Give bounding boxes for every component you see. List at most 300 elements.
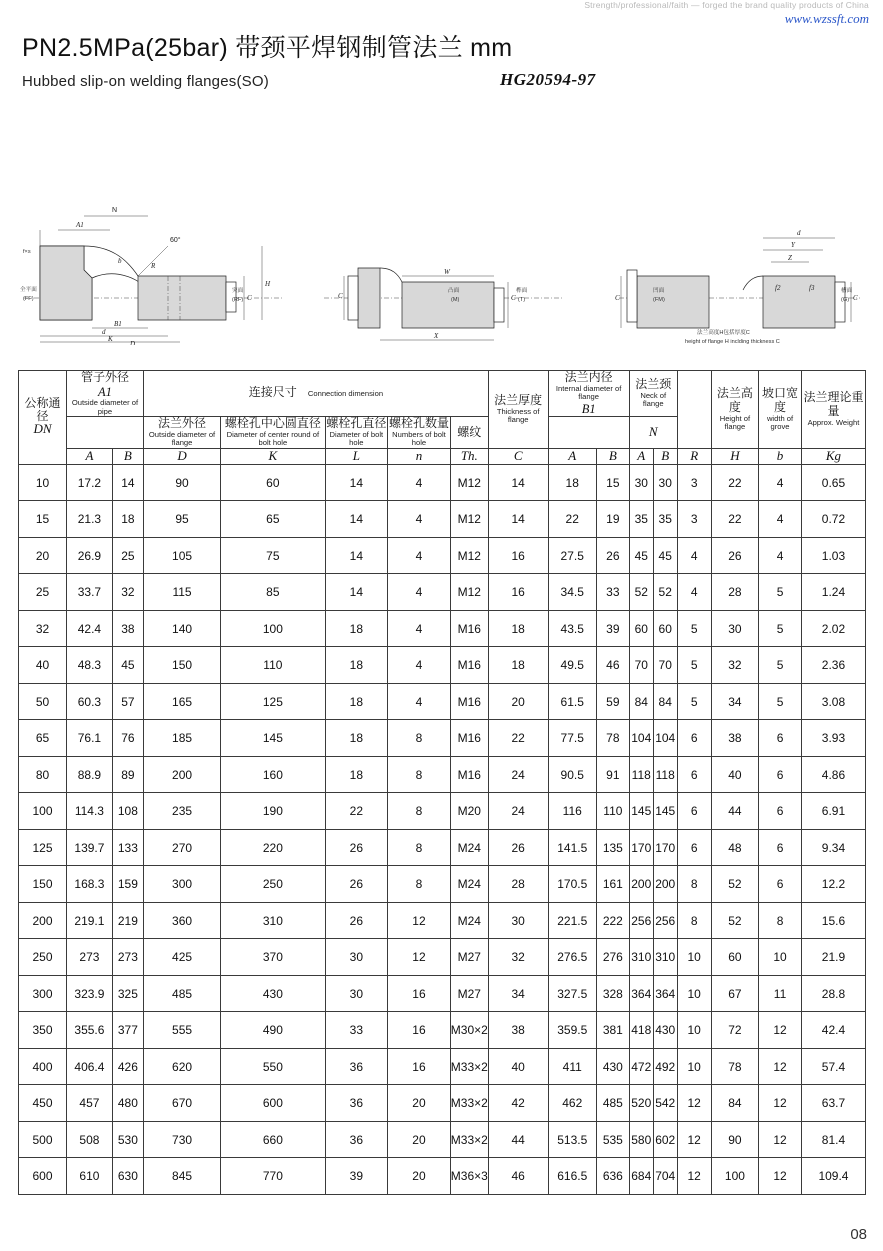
table-cell: 6: [677, 756, 711, 793]
table-cell: 57.4: [801, 1048, 865, 1085]
table-cell: 104: [653, 720, 677, 757]
table-cell: 35: [653, 501, 677, 538]
th-thread-cn: 螺纹: [457, 424, 482, 439]
table-cell: 18: [325, 610, 388, 647]
th-sym-int-b: B: [596, 448, 629, 464]
table-cell: 42.4: [801, 1012, 865, 1049]
table-cell: 4: [759, 464, 802, 501]
table-row: [19, 902, 866, 939]
table-cell: 219: [112, 902, 143, 939]
figure-male-tongue-face: [318, 150, 568, 345]
standard-code: HG20594-97: [500, 70, 596, 89]
th-dn: [19, 371, 67, 465]
table-cell: 76.1: [67, 720, 113, 757]
table-cell: 63.7: [801, 1085, 865, 1122]
table-cell: 12: [677, 1158, 711, 1195]
table-cell: 411: [548, 1048, 596, 1085]
th-sym-b: b: [759, 448, 802, 464]
table-cell: 57: [112, 683, 143, 720]
table-cell: 845: [143, 1158, 220, 1195]
table-cell: M33×2: [450, 1085, 488, 1122]
table-cell: 185: [143, 720, 220, 757]
table-cell: 22: [548, 501, 596, 538]
table-row: [19, 720, 866, 757]
table-cell: 3.93: [801, 720, 865, 757]
table-cell: 59: [596, 683, 629, 720]
technical-drawings: [18, 150, 866, 345]
table-cell: M33×2: [450, 1121, 488, 1158]
table-cell: 133: [112, 829, 143, 866]
table-cell: 355.6: [67, 1012, 113, 1049]
th-neck: [629, 371, 677, 417]
table-cell: 12: [388, 902, 451, 939]
table-cell: 15.6: [801, 902, 865, 939]
table-cell: 90.5: [548, 756, 596, 793]
table-cell: 430: [221, 975, 325, 1012]
table-cell: 4: [677, 574, 711, 611]
table-cell: 14: [325, 464, 388, 501]
page-title-block: [22, 28, 512, 90]
th-sym-pipe-b: B: [112, 448, 143, 464]
table-cell: 670: [143, 1085, 220, 1122]
table-cell: 90: [711, 1121, 758, 1158]
th-flange-od-cn: 法兰外径: [158, 416, 207, 431]
table-cell: 16: [488, 574, 548, 611]
table-cell: 116: [548, 793, 596, 830]
table-cell: 6.91: [801, 793, 865, 830]
table-cell: 513.5: [548, 1121, 596, 1158]
th-sym-k: K: [221, 448, 325, 464]
table-cell: 125: [221, 683, 325, 720]
table-cell: 67: [711, 975, 758, 1012]
table-cell: 4.86: [801, 756, 865, 793]
table-cell: 38: [112, 610, 143, 647]
table-cell: 38: [711, 720, 758, 757]
table-body: [19, 464, 866, 1194]
svg-text:f×s: f×s: [23, 249, 31, 255]
table-cell: 85: [221, 574, 325, 611]
table-cell: 14: [325, 574, 388, 611]
table-cell: 406.4: [67, 1048, 113, 1085]
th-connection-en: Connection dimension: [307, 389, 384, 399]
table-cell: 118: [629, 756, 653, 793]
th-neck-sym: N: [648, 423, 658, 439]
svg-text:C: C: [511, 294, 516, 302]
table-row: [19, 464, 866, 501]
table-cell: 6: [759, 866, 802, 903]
th-bolt-hole-dia-en: Diameter of bolt hole: [329, 429, 384, 448]
table-cell: 60.3: [67, 683, 113, 720]
table-cell: 30: [325, 975, 388, 1012]
th-connection: [143, 371, 488, 417]
table-cell: 10: [759, 939, 802, 976]
th-dn-cn: 公称通径: [24, 396, 61, 423]
table-cell: 5: [677, 610, 711, 647]
table-cell: 52: [711, 866, 758, 903]
table-cell: 220: [221, 829, 325, 866]
table-cell: 15: [596, 464, 629, 501]
table-cell: 359.5: [548, 1012, 596, 1049]
table-cell: 24: [488, 756, 548, 793]
table-cell: 77.5: [548, 720, 596, 757]
table-cell: 16: [388, 975, 451, 1012]
table-cell: 18: [548, 464, 596, 501]
table-cell: 150: [143, 647, 220, 684]
table-cell: 426: [112, 1048, 143, 1085]
svg-text:60°: 60°: [170, 237, 181, 244]
svg-text:(G): (G): [841, 297, 850, 303]
th-sym-neck-b: B: [653, 448, 677, 464]
table-row: [19, 537, 866, 574]
th-height: [711, 371, 758, 449]
table-row: [19, 793, 866, 830]
page-title: PN2.5MPa(25bar) 带颈平焊钢制管法兰 mm: [22, 34, 513, 62]
cell-dn: 20: [19, 537, 67, 574]
cell-dn: 350: [19, 1012, 67, 1049]
table-cell: 5: [677, 647, 711, 684]
th-neck-en: Neck of flange: [640, 390, 667, 409]
cell-dn: 40: [19, 647, 67, 684]
table-cell: 60: [711, 939, 758, 976]
th-flange-od: [143, 417, 220, 449]
table-cell: 78: [711, 1048, 758, 1085]
table-cell: 46: [596, 647, 629, 684]
table-cell: 5: [677, 683, 711, 720]
table-cell: 45: [653, 537, 677, 574]
table-cell: 18: [325, 683, 388, 720]
table-cell: 90: [143, 464, 220, 501]
svg-text:d: d: [797, 229, 801, 237]
table-cell: 4: [759, 537, 802, 574]
table-cell: 18: [488, 610, 548, 647]
table-cell: 22: [711, 464, 758, 501]
table-row: [19, 683, 866, 720]
table-cell: 325: [112, 975, 143, 1012]
svg-text:A1: A1: [76, 221, 84, 229]
th-pipe-od-cn: 管子外径: [80, 370, 129, 384]
svg-text:C: C: [338, 292, 343, 300]
th-bolt-hole-num-cn: 螺栓孔数量: [388, 416, 449, 431]
table-cell: 40: [488, 1048, 548, 1085]
svg-text:(M): (M): [451, 297, 460, 303]
th-groove-width-en: width of grove: [766, 413, 794, 432]
table-cell: 26: [488, 829, 548, 866]
table-cell: 36: [325, 1121, 388, 1158]
table-cell: 610: [67, 1158, 113, 1195]
table-cell: 75: [221, 537, 325, 574]
table-cell: 222: [596, 902, 629, 939]
svg-text:f3: f3: [809, 284, 815, 292]
table-cell: 4: [388, 647, 451, 684]
table-cell: 770: [221, 1158, 325, 1195]
th-thickness: [488, 371, 548, 449]
table-cell: 30: [629, 464, 653, 501]
table-cell: 26: [325, 829, 388, 866]
table-cell: 46: [488, 1158, 548, 1195]
table-cell: 310: [653, 939, 677, 976]
table-row: [19, 829, 866, 866]
table-cell: 418: [629, 1012, 653, 1049]
th-thickness-en: Thickness of flange: [496, 406, 540, 425]
svg-text:(FM): (FM): [653, 297, 665, 303]
svg-text:R: R: [151, 262, 156, 270]
table-cell: 381: [596, 1012, 629, 1049]
table-cell: 630: [112, 1158, 143, 1195]
cell-dn: 25: [19, 574, 67, 611]
table-row: [19, 647, 866, 684]
th-sym-d: D: [143, 448, 220, 464]
th-neck-n: [629, 417, 677, 449]
table-cell: 33.7: [67, 574, 113, 611]
table-cell: 12.2: [801, 866, 865, 903]
table-cell: 370: [221, 939, 325, 976]
table-cell: 28: [711, 574, 758, 611]
table-cell: 12: [759, 1048, 802, 1085]
table-cell: 22: [325, 793, 388, 830]
table-cell: 39: [325, 1158, 388, 1195]
table-cell: 24: [488, 793, 548, 830]
table-cell: 270: [143, 829, 220, 866]
th-bolt-hole-num: [388, 417, 451, 449]
table-cell: 485: [143, 975, 220, 1012]
table-cell: M30×2: [450, 1012, 488, 1049]
table-cell: 425: [143, 939, 220, 976]
table-cell: 200: [629, 866, 653, 903]
table-cell: 472: [629, 1048, 653, 1085]
svg-text:H: H: [265, 280, 271, 288]
table-cell: 550: [221, 1048, 325, 1085]
table-cell: 26: [711, 537, 758, 574]
th-pipe-od-en: Outside diameter of pipe: [71, 398, 139, 416]
table-cell: 555: [143, 1012, 220, 1049]
cell-dn: 600: [19, 1158, 67, 1195]
table-cell: 115: [143, 574, 220, 611]
table-cell: 276.5: [548, 939, 596, 976]
table-row: [19, 756, 866, 793]
table-row: [19, 1121, 866, 1158]
table-cell: 30: [711, 610, 758, 647]
table-cell: 22: [488, 720, 548, 757]
table-cell: 30: [488, 902, 548, 939]
table-cell: 145: [653, 793, 677, 830]
table-cell: 16: [388, 1012, 451, 1049]
table-cell: M16: [450, 683, 488, 720]
figure-groove-recess-face: [613, 150, 866, 345]
th-weight: [801, 371, 865, 449]
table-cell: 159: [112, 866, 143, 903]
table-cell: 32: [488, 939, 548, 976]
table-header-row-1: [19, 371, 866, 417]
table-header-row-3: [19, 448, 866, 464]
table-cell: 18: [488, 647, 548, 684]
cell-dn: 400: [19, 1048, 67, 1085]
svg-text:b: b: [118, 257, 122, 265]
svg-text:d: d: [102, 328, 106, 336]
table-cell: 0.65: [801, 464, 865, 501]
table-cell: 457: [67, 1085, 113, 1122]
cell-dn: 300: [19, 975, 67, 1012]
th-dn-sym: DN: [33, 421, 52, 437]
table-cell: 6: [677, 829, 711, 866]
table-cell: 492: [653, 1048, 677, 1085]
table-cell: 273: [112, 939, 143, 976]
table-cell: 43.5: [548, 610, 596, 647]
table-cell: M16: [450, 647, 488, 684]
table-cell: 327.5: [548, 975, 596, 1012]
table-cell: 323.9: [67, 975, 113, 1012]
table-row: [19, 501, 866, 538]
table-cell: 38: [488, 1012, 548, 1049]
table-cell: M12: [450, 464, 488, 501]
table-cell: 30: [325, 939, 388, 976]
table-cell: 140: [143, 610, 220, 647]
table-cell: 8: [388, 866, 451, 903]
table-cell: 72: [711, 1012, 758, 1049]
table-cell: 88.9: [67, 756, 113, 793]
th-weight-en: Approx. Weight: [807, 418, 860, 428]
svg-text:凸面: 凸面: [448, 288, 460, 294]
table-cell: 300: [143, 866, 220, 903]
figure-flange-section: [18, 150, 288, 345]
table-cell: 636: [596, 1158, 629, 1195]
page-subtitle: Hubbed slip-on welding flanges(SO): [22, 73, 269, 90]
table-cell: 170: [653, 829, 677, 866]
th-sym-pipe-a: A: [67, 448, 113, 464]
cell-dn: 200: [19, 902, 67, 939]
table-cell: 221.5: [548, 902, 596, 939]
svg-text:height of flange H inclding th: height of flange H inclding thickness C: [685, 339, 780, 345]
table-cell: 91: [596, 756, 629, 793]
table-cell: 4: [759, 501, 802, 538]
table-cell: 14: [112, 464, 143, 501]
table-cell: 256: [653, 902, 677, 939]
th-bolt-circle-cn: 螺栓孔中心圆直径: [224, 416, 321, 431]
table-cell: 18: [112, 501, 143, 538]
table-cell: 200: [653, 866, 677, 903]
banner-slogan: Strength/professional/faith — forged the brand quality products of China: [584, 0, 869, 10]
table-cell: 6: [677, 720, 711, 757]
table-cell: M33×2: [450, 1048, 488, 1085]
th-sym-r: R: [677, 448, 711, 464]
th-neck-cn: 法兰颈: [635, 377, 672, 392]
table-cell: 168.3: [67, 866, 113, 903]
th-internal-dia-sym: B1: [581, 401, 596, 416]
table-cell: 26.9: [67, 537, 113, 574]
flange-spec-table: [18, 370, 866, 1195]
table-cell: 273: [67, 939, 113, 976]
table-cell: 684: [629, 1158, 653, 1195]
svg-text:全平面: 全平面: [20, 287, 37, 293]
th-pipe-od-sym: A1: [98, 384, 112, 399]
table-cell: 4: [388, 683, 451, 720]
cell-dn: 100: [19, 793, 67, 830]
table-cell: 377: [112, 1012, 143, 1049]
table-cell: 42: [488, 1085, 548, 1122]
table-cell: 12: [677, 1121, 711, 1158]
svg-text:凹面: 凹面: [653, 288, 665, 294]
table-cell: 36: [325, 1048, 388, 1085]
table-cell: 14: [325, 501, 388, 538]
table-cell: 170.5: [548, 866, 596, 903]
table-row: [19, 1048, 866, 1085]
table-cell: 430: [596, 1048, 629, 1085]
table-cell: 78: [596, 720, 629, 757]
table-cell: 100: [711, 1158, 758, 1195]
table-cell: 1.03: [801, 537, 865, 574]
table-cell: 730: [143, 1121, 220, 1158]
th-radius: [677, 371, 711, 449]
table-cell: 10: [677, 975, 711, 1012]
table-cell: 70: [653, 647, 677, 684]
table-cell: 20: [388, 1158, 451, 1195]
table-cell: 48.3: [67, 647, 113, 684]
cell-dn: 450: [19, 1085, 67, 1122]
table-cell: 310: [221, 902, 325, 939]
table-cell: M12: [450, 501, 488, 538]
cell-dn: 150: [19, 866, 67, 903]
table-row: [19, 866, 866, 903]
table-cell: 8: [677, 902, 711, 939]
th-bolt-circle: [221, 417, 325, 449]
table-cell: M27: [450, 939, 488, 976]
th-bolt-hole-num-en: Numbers of bolt hole: [392, 429, 446, 448]
svg-text:D: D: [130, 340, 136, 345]
table-cell: 27.5: [548, 537, 596, 574]
table-cell: 520: [629, 1085, 653, 1122]
table-cell: 580: [629, 1121, 653, 1158]
table-cell: 4: [388, 574, 451, 611]
table-cell: 3.08: [801, 683, 865, 720]
table-cell: 118: [653, 756, 677, 793]
table-cell: 34: [711, 683, 758, 720]
table-cell: 8: [388, 756, 451, 793]
table-cell: 9.34: [801, 829, 865, 866]
table-cell: 40: [711, 756, 758, 793]
table-cell: 165: [143, 683, 220, 720]
table-cell: 109.4: [801, 1158, 865, 1195]
table-cell: 12: [677, 1085, 711, 1122]
table-cell: 10: [677, 1048, 711, 1085]
th-bolt-circle-en: Diameter of center round of bolt hole: [226, 429, 320, 448]
th-sym-h: H: [711, 448, 758, 464]
table-cell: 485: [596, 1085, 629, 1122]
table-cell: 26: [325, 866, 388, 903]
table-cell: 8: [388, 829, 451, 866]
svg-text:X: X: [434, 332, 439, 340]
table-cell: 620: [143, 1048, 220, 1085]
cell-dn: 65: [19, 720, 67, 757]
table-cell: 364: [653, 975, 677, 1012]
table-cell: 52: [629, 574, 653, 611]
table-cell: 30: [653, 464, 677, 501]
table-cell: 108: [112, 793, 143, 830]
th-internal-dia: [548, 371, 629, 417]
table-row: [19, 1085, 866, 1122]
table-cell: 310: [629, 939, 653, 976]
table-cell: 14: [488, 501, 548, 538]
table-cell: 508: [67, 1121, 113, 1158]
table-cell: 84: [629, 683, 653, 720]
svg-text:突面: 突面: [232, 288, 244, 294]
table-cell: 32: [711, 647, 758, 684]
table-cell: 28: [488, 866, 548, 903]
table-cell: 89: [112, 756, 143, 793]
table-cell: 6: [677, 793, 711, 830]
table-cell: 250: [221, 866, 325, 903]
table-cell: 52: [711, 902, 758, 939]
table-cell: 0.72: [801, 501, 865, 538]
table-cell: 61.5: [548, 683, 596, 720]
